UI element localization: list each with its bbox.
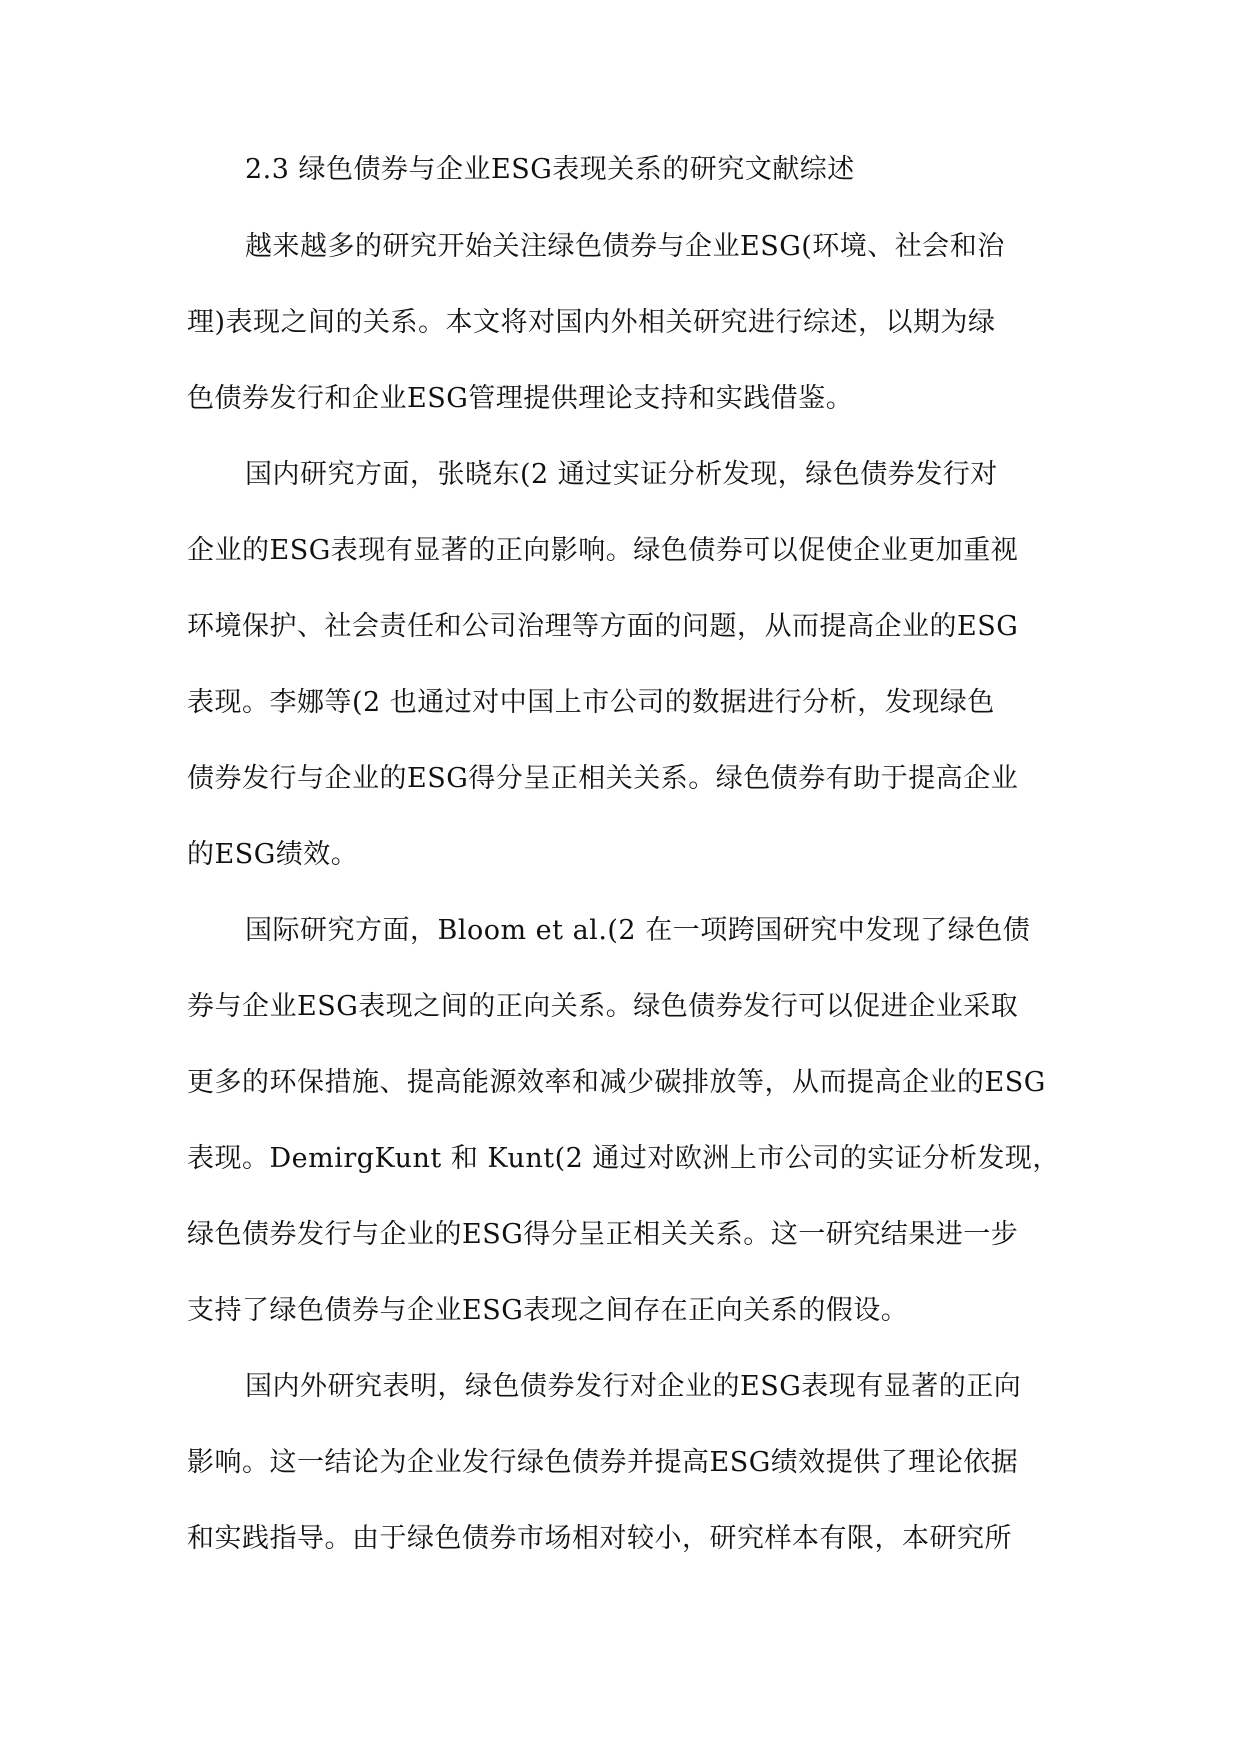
paragraph-line: 支持了绿色债券与企业ESG表现之间存在正向关系的假设。 [187,1295,909,1326]
paragraph-line: 债券发行与企业的ESG得分呈正相关关系。绿色债券有助于提高企业 [187,763,1019,794]
paragraph-line: 更多的环保措施、提高能源效率和减少碳排放等，从而提高企业的ESG [187,1067,1046,1098]
paragraph-line: 色债券发行和企业ESG管理提供理论支持和实践借鉴。 [187,383,854,414]
paragraph-line: 越来越多的研究开始关注绿色债券与企业ESG(环境、社会和治 [245,231,1005,262]
paragraph-line: 环境保护、社会责任和公司治理等方面的问题，从而提高企业的ESG [187,611,1019,642]
paragraph-line: 的ESG绩效。 [187,839,359,870]
paragraph-line: 国际研究方面，Bloom et al.(2 在一项跨国研究中发现了绿色债 [245,915,1031,946]
section-heading: 2.3 绿色债券与企业ESG表现关系的研究文献综述 [245,154,855,185]
paragraph-line: 国内外研究表明，绿色债券发行对企业的ESG表现有显著的正向 [245,1371,1022,1402]
paragraph-line: 理)表现之间的关系。本文将对国内外相关研究进行综述，以期为绿 [187,307,996,338]
paragraph-line: 影响。这一结论为企业发行绿色债券并提高ESG绩效提供了理论依据 [187,1447,1019,1478]
paragraph-line: 表现。李娜等(2 也通过对中国上市公司的数据进行分析，发现绿色 [187,687,995,718]
paragraph-line: 表现。DemirgKunt 和 Kunt(2 通过对欧洲上市公司的实证分析发现， [187,1143,1060,1174]
paragraph-line: 绿色债券发行与企业的ESG得分呈正相关关系。这一研究结果进一步 [187,1219,1019,1250]
paragraph-line: 企业的ESG表现有显著的正向影响。绿色债券可以促使企业更加重视 [187,535,1019,566]
paragraph-line: 国内研究方面，张晓东(2 通过实证分析发现，绿色债券发行对 [245,459,998,490]
paragraph-line: 和实践指导。由于绿色债券市场相对较小，研究样本有限，本研究所 [187,1523,1012,1554]
paragraph-line: 券与企业ESG表现之间的正向关系。绿色债券发行可以促进企业采取 [187,991,1019,1022]
